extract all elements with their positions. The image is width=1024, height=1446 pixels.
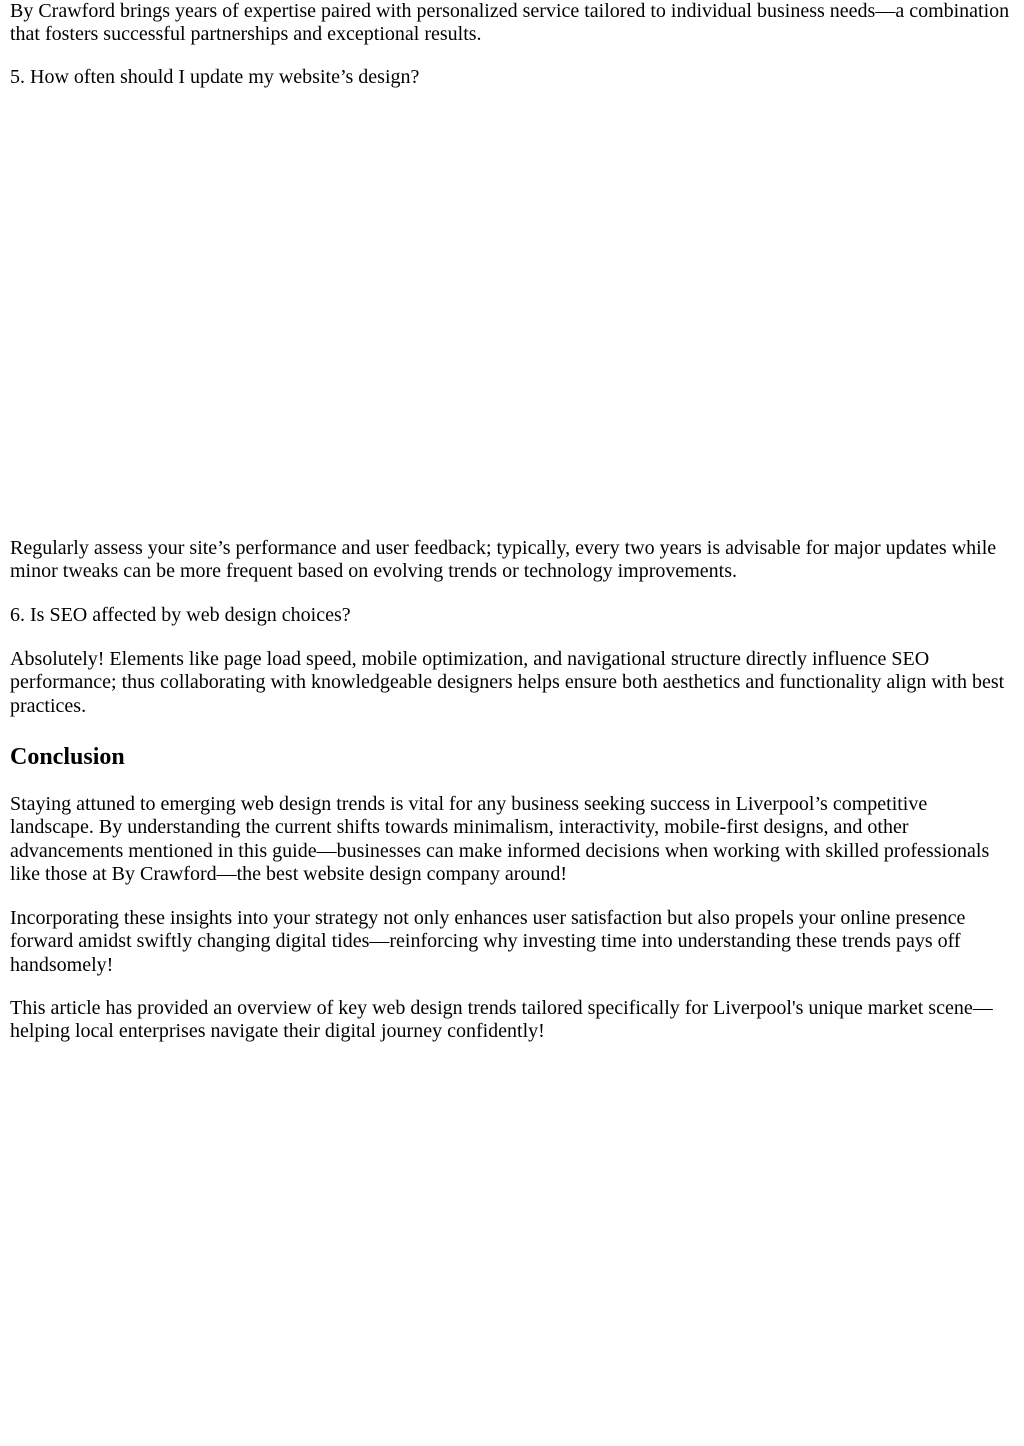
faq-question-5: 5. How often should I update my website’s design? (10, 66, 420, 88)
conclusion-heading: Conclusion (10, 744, 125, 770)
faq-answer-5: Regularly assess your site’s performance and user feedback; typically, every two years is advisable for major updates while minor tweaks can be more frequent based on evolving trends or technology improvements. (10, 537, 997, 583)
conclusion-paragraph: This article has provided an overview of key web design trends tailored specifically for Liverpool's unique market scene—helping local enterprises navigate their digital journey confidently! (10, 997, 993, 1043)
faq-question-6: 6. Is SEO affected by web design choices? (10, 604, 351, 626)
intro-paragraph: By Crawford brings years of expertise paired with personalized service tailored to individual business needs—a combination that fosters successful partnerships and exceptional results. (10, 0, 1010, 46)
conclusion-paragraph: Staying attuned to emerging web design trends is vital for any business seeking success in Liverpool’s competitive landscape. By understanding the current shifts towards minimalism, interactivity, mobile-first designs, and other advancements mentioned in this guide—businesses can make informed decisions when working with skilled professionals like those at By Crawford—the best website design company around! (10, 793, 990, 885)
conclusion-paragraph: Incorporating these insights into your strategy not only enhances user satisfaction but also propels your online presence forward amidst swiftly changing digital tides—reinforcing why investing time into understanding these trends pays off handsomely! (10, 907, 966, 976)
embedded-media-placeholder (10, 100, 1014, 520)
faq-answer-6: Absolutely! Elements like page load speed, mobile optimization, and navigational structure directly influence SEO performance; thus collaborating with knowledgeable designers helps ensure both aesthetics and functionality align with best practices. (10, 648, 1005, 717)
